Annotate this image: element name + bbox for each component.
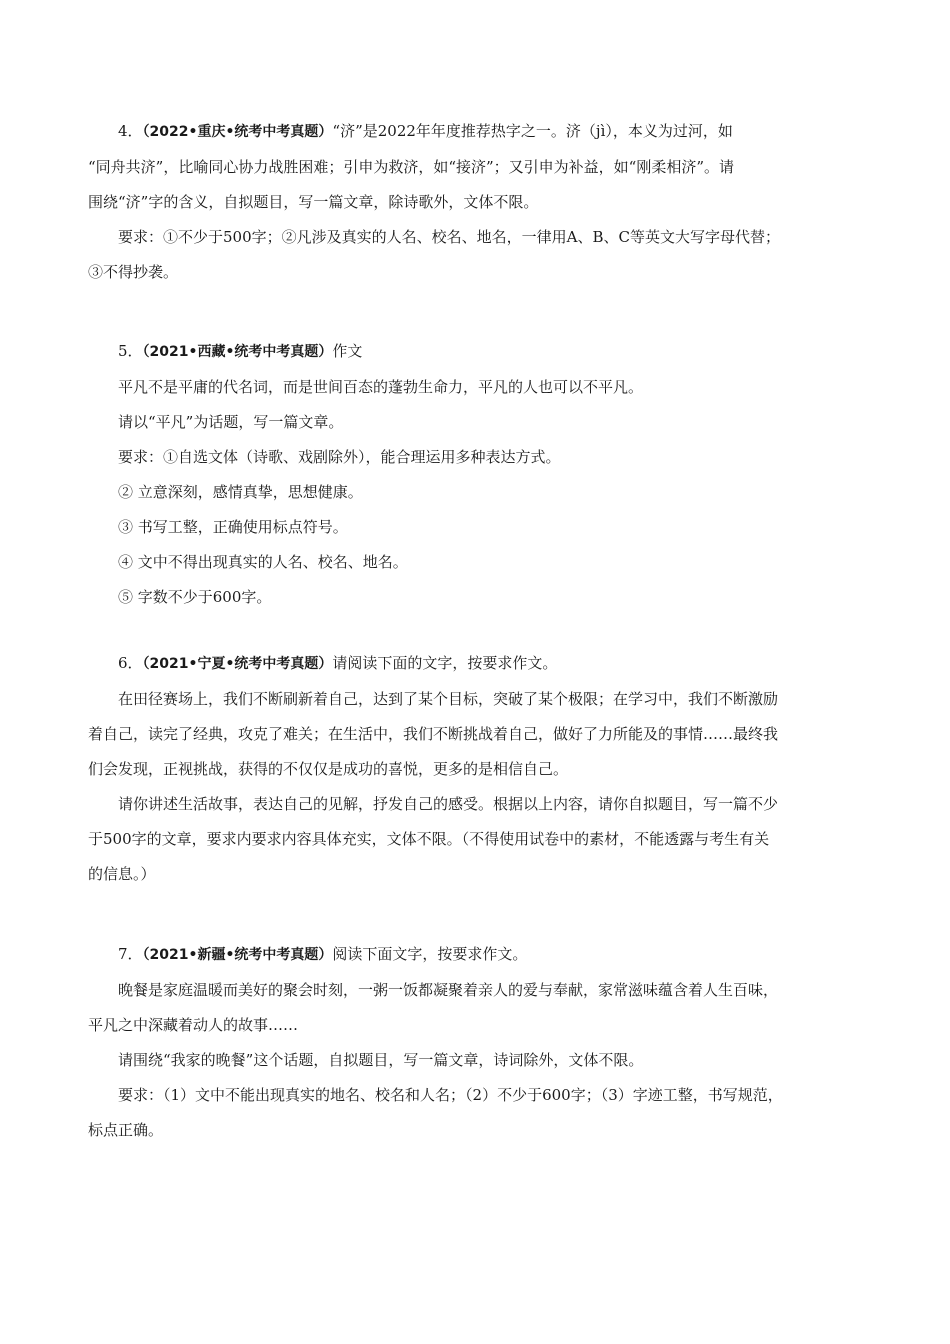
question-4-line-2: “同舟共济”，比喻同心协力战胜困难；引申为救济，如“接济”；又引申为补益，如“刚柔相济”。请 xyxy=(88,158,735,176)
question-4-line-4: 要求：①不少于500字；②凡涉及真实的人名、校名、地名，一律用A、B、C等英文大写字母代替； xyxy=(118,228,780,246)
question-5-line-6: ③ 书写工整，正确使用标点符号。 xyxy=(118,518,348,536)
question-5-line-2: 平凡不是平庸的代名词，而是世间百态的蓬勃生命力，平凡的人也可以不平凡。 xyxy=(118,378,644,396)
question-7-line-5: 要求：（1）文中不能出现真实的地名、校名和人名；（2）不少于600字；（3）字迹工整，书写规范， xyxy=(118,1086,783,1104)
question-source: （2022•重庆•统考中考真题） xyxy=(142,124,333,140)
question-number: 7． xyxy=(118,945,143,963)
question-5-line-1 xyxy=(88,334,878,370)
question-6-line-2: 在田径赛场上，我们不断刷新着自己，达到了某个目标，突破了某个极限；在学习中，我们不断激励 xyxy=(118,690,779,708)
question-4 xyxy=(88,114,878,290)
question-source: （2021•新疆•统考中考真题） xyxy=(142,947,333,963)
question-text: 阅读下面文字，按要求作文。 xyxy=(332,945,528,963)
question-7-line-6: 标点正确。 xyxy=(88,1121,164,1139)
question-6-line-3: 着自己，读完了经典，攻克了难关；在生活中，我们不断挑战着自己，做好了力所能及的事情……最终我 xyxy=(88,725,779,743)
question-source: （2021•西藏•统考中考真题） xyxy=(142,344,333,360)
question-number: 6． xyxy=(118,654,143,672)
question-source: （2021•宁夏•统考中考真题） xyxy=(142,656,333,672)
question-4-line-1 xyxy=(88,114,878,150)
question-7-line-2: 晚餐是家庭温暖而美好的聚会时刻，一粥一饭都凝聚着亲人的爱与奉献，家常滋味蕴含着人生百味， xyxy=(118,981,779,999)
question-4-line-3: 围绕“济”字的含义，自拟题目，写一篇文章，除诗歌外，文体不限。 xyxy=(88,193,539,211)
question-4-line-5: ③不得抄袭。 xyxy=(88,263,179,281)
question-5-line-4: 要求：①自选文体（诗歌、戏剧除外），能合理运用多种表达方式。 xyxy=(118,448,561,466)
question-7-line-4: 请围绕“我家的晚餐”这个话题，自拟题目，写一篇文章，诗词除外，文体不限。 xyxy=(118,1051,644,1069)
question-5 xyxy=(88,334,878,615)
question-number: 4． xyxy=(118,122,143,140)
question-7-line-3: 平凡之中深藏着动人的故事…… xyxy=(88,1016,299,1034)
question-5-line-5: ② 立意深刻，感情真挚，思想健康。 xyxy=(118,483,363,501)
question-text: 请阅读下面的文字，按要求作文。 xyxy=(332,654,558,672)
question-5-line-8: ⑤ 字数不少于600字。 xyxy=(118,588,272,606)
question-6-line-6: 于500字的文章，要求内要求内容具体充实，文体不限。（不得使用试卷中的素材，不能透露与考生有关 xyxy=(88,830,770,848)
question-5-line-7: ④ 文中不得出现真实的人名、校名、地名。 xyxy=(118,553,408,571)
question-text: 作文 xyxy=(332,342,363,360)
question-number: 5． xyxy=(118,342,143,360)
question-6-line-1 xyxy=(88,646,878,682)
question-7 xyxy=(88,937,878,1148)
question-6-line-7: 的信息。） xyxy=(88,865,156,883)
question-6 xyxy=(88,646,878,892)
question-6-line-5: 请你讲述生活故事，表达自己的见解，抒发自己的感受。根据以上内容，请你自拟题目，写一篇不少 xyxy=(118,795,779,813)
question-6-line-4: 们会发现，正视挑战，获得的不仅仅是成功的喜悦，更多的是相信自己。 xyxy=(88,760,569,778)
question-text: “济”是2022年年度推荐热字之一。济（jì），本义为过河，如 xyxy=(332,122,733,140)
question-7-line-1 xyxy=(88,937,878,973)
question-5-line-3: 请以“平凡”为话题，写一篇文章。 xyxy=(118,413,344,431)
